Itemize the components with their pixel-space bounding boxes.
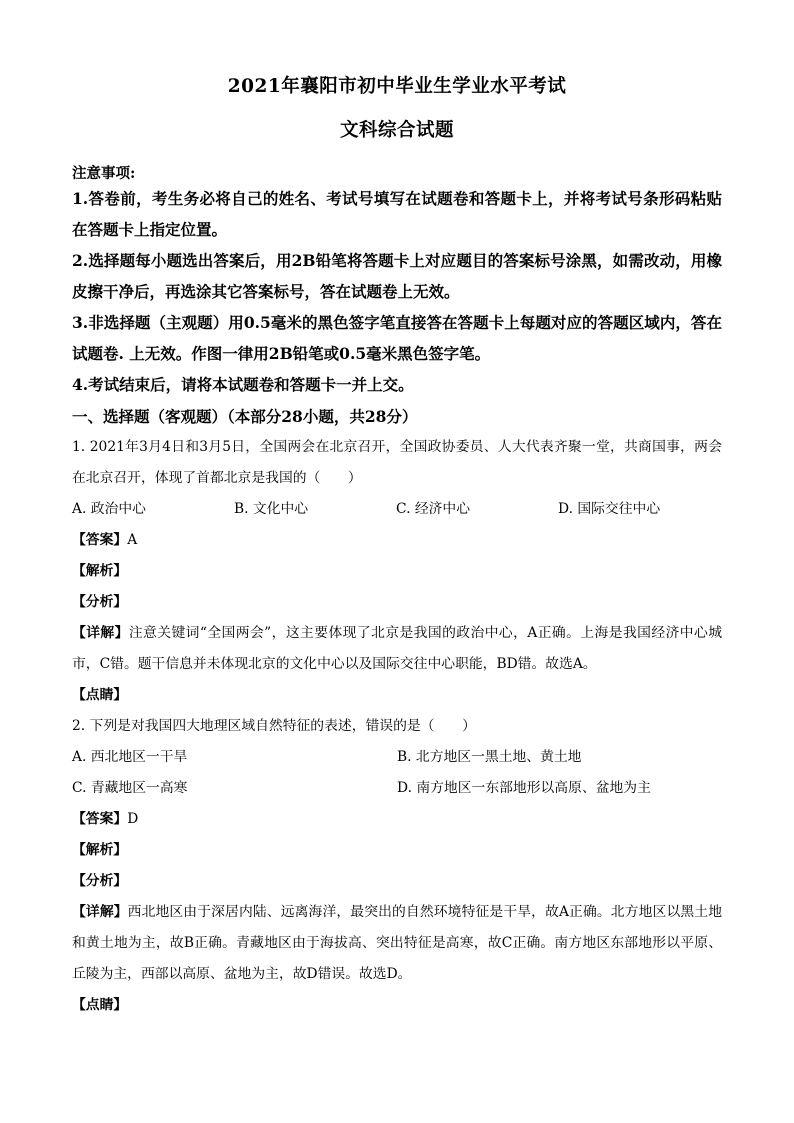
option-b: B. 文化中心 xyxy=(234,501,309,517)
question-2-detail xyxy=(72,897,722,990)
question-2-answer xyxy=(72,804,722,835)
question-1-analysis-label: 【解析】 xyxy=(72,563,128,579)
question-1-detail xyxy=(72,618,722,680)
notice-item-2: 2.选择题每小题选出答案后，用2B铅笔将答题卡上对应题目的答案标号涂黑，如需改动，用橡皮擦干净后，再选涂其它答案标号，答在试题卷上无效。 xyxy=(72,251,722,301)
option-a: A. 西北地区一干旱 xyxy=(72,749,188,765)
question-2-fenxi-label: 【分析】 xyxy=(72,873,128,889)
answer-value: D xyxy=(127,811,139,827)
question-2-stem: 2. 下列是对我国四大地理区域自然特征的表述，错误的是（ ） xyxy=(72,718,476,734)
option-d: D. 国际交往中心 xyxy=(558,501,661,517)
notice-list xyxy=(72,183,722,400)
question-1-comment-label: 【点睛】 xyxy=(72,687,128,703)
notice-item-3: 3.非选择题（主观题）用0.5毫米的黑色签字笔直接答在答题卡上每题对应的答题区域内，答在试题卷. 上无效。作图一律用2B铅笔或0.5毫米黑色签字笔。 xyxy=(72,313,722,363)
section-heading: 一、选择题（客观题）（本部分28小题，共28分） xyxy=(72,407,418,426)
exam-page xyxy=(72,0,722,1021)
notice-heading: 注意事项: xyxy=(72,165,136,182)
option-a: A. 政治中心 xyxy=(72,501,146,517)
option-b: B. 北方地区一黑土地、黄土地 xyxy=(397,749,582,765)
question-1-stem: 1. 2021年3月4日和3月5日，全国两会在北京召开，全国政协委员、人大代表齐聚一堂，共商国事，两会在北京召开，体现了首都北京是我国的（ ） xyxy=(72,439,722,486)
detail-label: 【详解】 xyxy=(72,625,129,641)
question-2-options xyxy=(72,742,722,804)
notice-item-1: 1.答卷前，考生务必将自己的姓名、考试号填写在试题卷和答题卡上，并将考试号条形码粘贴在答题卡上指定位置。 xyxy=(72,189,722,239)
detail-text: 注意关键词“全国两会”，这主要体现了北京是我国的政治中心，A正确。上海是我国经济中心城市，C错。题干信息并未体现北京的文化中心以及国际交往中心职能，BD错。故选A。 xyxy=(72,625,722,672)
answer-label: 【答案】 xyxy=(72,811,128,827)
exam-title: 2021年襄阳市初中毕业生学业水平考试 xyxy=(227,76,567,97)
option-c: C. 青藏地区一高寒 xyxy=(72,780,188,796)
exam-subtitle: 文科综合试题 xyxy=(339,120,454,141)
notice-item-4: 4.考试结束后，请将本试题卷和答题卡一并上交。 xyxy=(72,375,414,394)
option-d: D. 南方地区一东部地形以高原、盆地为主 xyxy=(397,780,651,796)
detail-label: 【详解】 xyxy=(72,904,128,920)
question-1 xyxy=(72,432,722,494)
answer-label: 【答案】 xyxy=(72,532,128,548)
detail-text: 西北地区由于深居内陆、远离海洋，最突出的自然环境特征是干旱，故A正确。北方地区以黑土地和黄土地为主，故B正确。青藏地区由于海拔高、突出特征是高寒，故C正确。南方地区东部地形以平原、丘陵为主，西部以高原、盆地为主，故D错误。故选D。 xyxy=(72,904,722,982)
question-1-fenxi-label: 【分析】 xyxy=(72,594,128,610)
question-2 xyxy=(72,711,722,742)
question-2-analysis-label: 【解析】 xyxy=(72,842,128,858)
question-1-answer xyxy=(72,525,722,556)
question-1-options xyxy=(72,494,722,525)
question-2-comment-label: 【点睛】 xyxy=(72,997,128,1013)
option-c: C. 经济中心 xyxy=(396,501,471,517)
answer-value: A xyxy=(127,532,138,548)
